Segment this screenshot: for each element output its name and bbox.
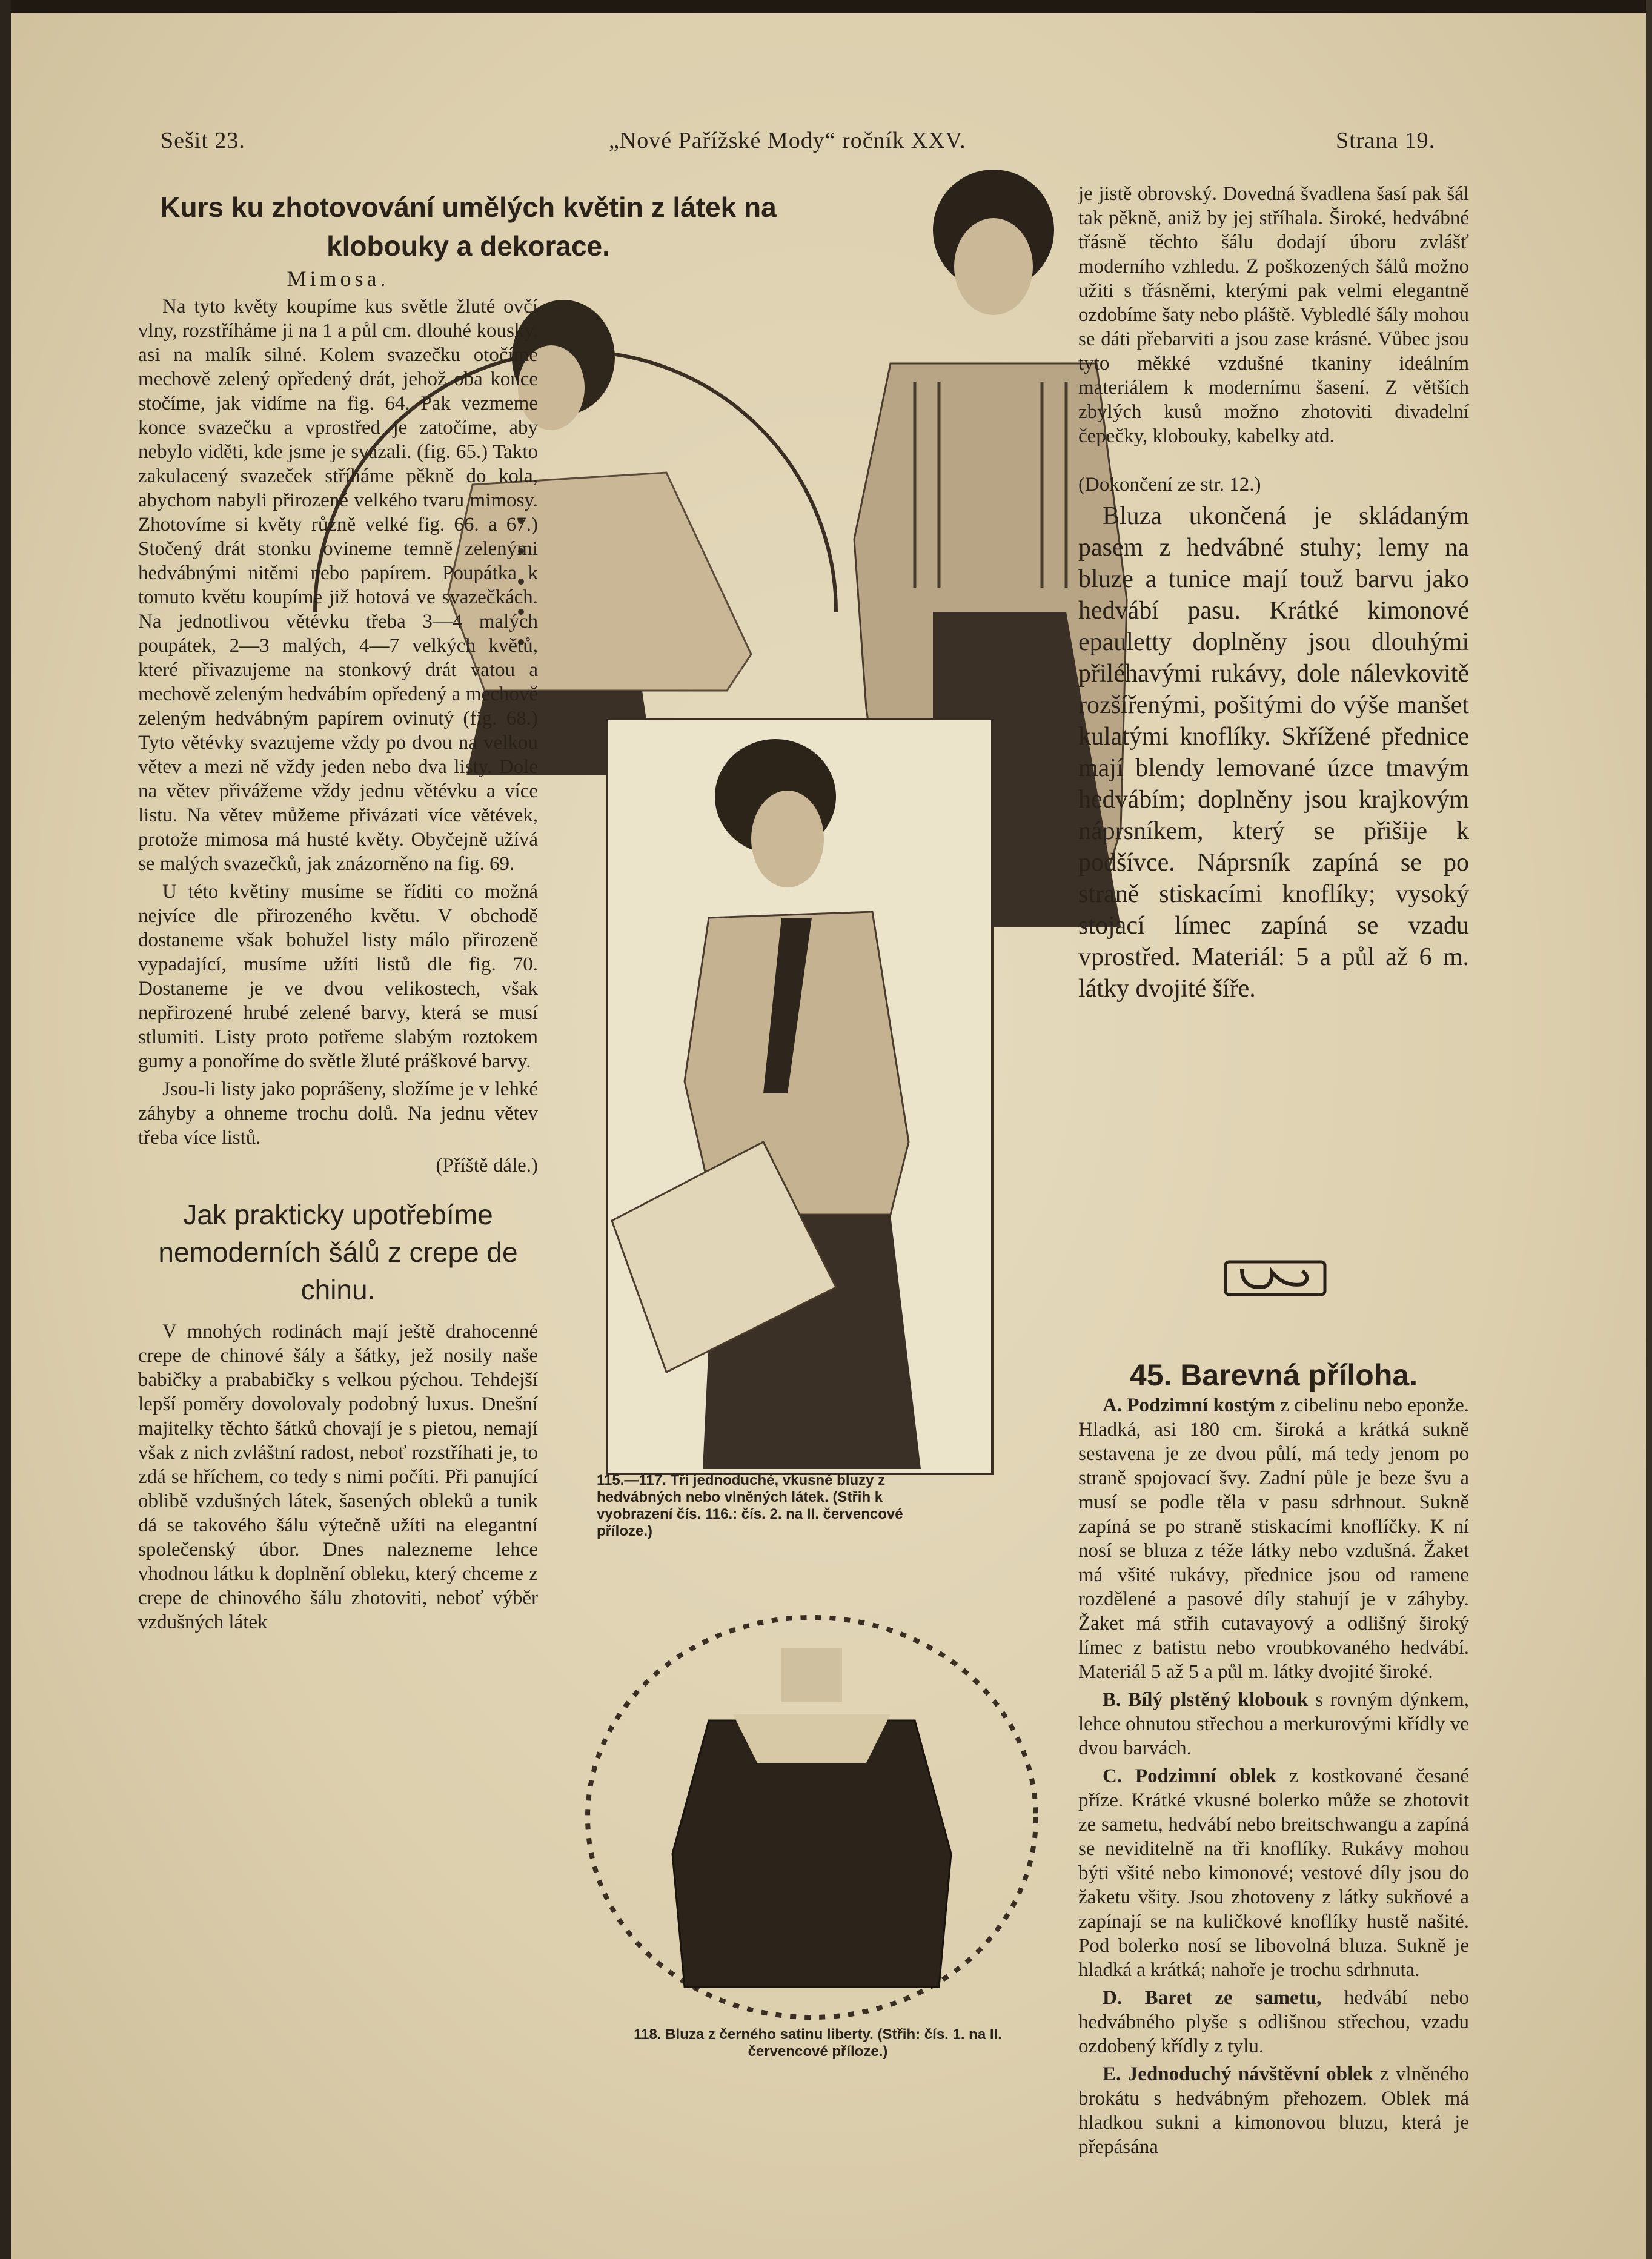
right-column-top <box>1078 182 1469 1008</box>
item-label: D. Baret ze sametu, <box>1103 1987 1322 2009</box>
item-label: C. Podzimní oblek <box>1103 1765 1276 1787</box>
ornament-icon <box>1224 1260 1327 1296</box>
item-text: z cibelinu nebo eponže. Hladká, asi 180 cm. široká a krátká sukně sestavena je ze dvou půlí, má tedy jenom po straně spojovací švy. Zadní půle je beze švu a musí se podle těla v pasu sdrhnout. Sukně zapíná se po straně stiskacími knoflíčky. K ní nosí se bluza z téže látky nebo vzdušná. Žaket má všité rukávy, přednice jsou od ramene rozdělené a pasové díly stahují je v záhyby. Žaket má střih cutavayový a odlišný široký límec z batistu nebo vroubkovaného hedvábí. Materiál 5 až 5 a půl m. látky dvojité široké. <box>1078 1395 1470 1683</box>
supplement-item-a <box>1078 1393 1469 1684</box>
supplement-item-e <box>1078 2062 1469 2159</box>
left-column <box>138 267 538 1638</box>
scan-border-left <box>0 0 11 2259</box>
supplement-item-d <box>1078 1986 1469 2058</box>
supplement-section <box>1078 1351 1469 2163</box>
article2-paragraph: V mnohých rodinách mají ještě drahocenné crepe de chinové šály a šátky, jež nosily naše babičky a prababičky s velkou pýchou. Tehdejší lepší poměry dovolovaly podobný luxus. Dnešní majitelky těchto šátků chovají je s pietou, nemají však z nich zvláštní radost, neboť rozstříhati je, to zdá se hříchem, co tedy s nimi počíti. Při panující oblibě vzdušných látek, šasených obleků a tunik dá se takového šálu výtečně užíti na elegantní společenský úbor. Dnes nalezneme lehce vhodnou látku k doplnění obleku, který chceme z crepe de chinového šálu zhotoviti, neboť výběr vzdušných látek <box>138 1321 538 1633</box>
item-text: z kostkované česané příze. Krátké vkusné bolerko může se zhotovit ze sametu, hedvábí nebo breitschwangu a zapíná se neviditelně na tři knoflíky. Rukávy mohou býti všité nebo kimonové; vestové díly jsou do žaketu všity. Jsou zhotoveny z látky sukňové a zapínají se na kuličkové knoflíky hustě našité. Pod bolerko nosí se libovolná bluza. Sukně je hladká a krátká; nahoře je trochu sdrhnuta. <box>1078 1765 1469 1981</box>
header-page-number: Strana 19. <box>1336 128 1436 153</box>
article1-title: Kurs ku zhotovování umělých květin z látek na klobouky a dekorace. <box>160 191 777 262</box>
item-text: s rovným dýnkem, lehce ohnutou střechou a merkurovými křídly ve dvou barvách. <box>1078 1689 1469 1759</box>
header-journal: „Nové Pařížské Mody“ ročník XXV. <box>609 128 966 153</box>
article2-title: Jak prakticky upotřebíme nemoderních šálů z crepe de chinu. <box>158 1199 518 1305</box>
continuation-note: (Dokončení ze str. 12.) <box>1078 474 1261 496</box>
item-label: A. Podzimní kostým <box>1103 1395 1276 1416</box>
article2-continuation: je jistě obrovský. Dovedná švadlena šasí pak šál tak pěkně, aniž by jej stříhala. Široké, hedvábné třásně těchto šálu dodají úboru zvlášť moderního vzhledu. Z poškozených šálů možno užiti s třásněmi, kterými pak velmi elegantně ozdobíme šaty nebo pláště. Vybledlé šály mohou se dáti přebarviti a jsou zase krásné. Vůbec jsou tyto měkké vzdušné tkaniny ideálním materiálem k modernímu šasení. Z větších zbylých kusů možno zhotoviti divadelní čepečky, klobouky, kabelky atd. <box>1078 183 1469 447</box>
supplement-item-b <box>1078 1688 1469 1760</box>
supplement-title: 45. Barevná příloha. <box>1129 1358 1418 1392</box>
fig-117-illustration <box>606 718 994 1475</box>
article1-paragraph: Jsou-li listy jako poprášeny, složíme je v lehké záhyby a ohneme trochu dolů. Na jednu větev třeba více listů. <box>138 1078 538 1149</box>
item-text: hedvábí nebo hedvábného plyše s odlišnou střechou, vzadu ozdobený křídly z tylu. <box>1078 1987 1469 2057</box>
scan-border-top <box>0 0 1652 13</box>
fig-118-illustration <box>582 1611 1042 2023</box>
caption-fig-115-117: 115.—117. Tři jednoduché, vkusné bluzy z hedvábných nebo vlněných látek. (Střih k vyobrazení čís. 116.: čís. 2. na II. červencové příloze.) <box>597 1472 903 1539</box>
item-label: B. Bílý plstěný klobouk <box>1103 1689 1309 1711</box>
article1-paragraph: Na tyto květy koupíme kus světle žluté ovčí vlny, rozstříháme ji na 1 a půl cm. dlouhé kousky, asi na malík silné. Kolem svazečku otočíme mechově zelený opředený drát, jehož oba konce stočíme, jak vidíme na fig. 64. Pak vezmeme konce svazečku a vprostřed je zatočíme, aby nebylo viděti, kde jsme je svázali. (fig. 65.) Takto zakulacený svazeček stříháme pěkně do kola, abychom nabyli přirozeně velkého tvaru mimosy. Zhotovíme si květy různě velké fig. 66. a 67.) Stočený drát stonku ovineme temně zelenými hedvábnými nitěmi nebo papírem. Poupátka k tomuto květu koupíme již hotová ve svazečkách. Na jednotlivou větévku třeba 3—4 malých poupátek, 2—3 malých, 4—7 velkých květů, které přivazujeme na stonkový drát vatou a mechově zeleným hedvábím opředený a mechově zeleným hedvábným papírem ovinutý (fig. 68.) Tyto větévky svazujeme vždy po dvou na velkou větev a mezi ně vždy jeden nebo dva listy. Dole na větev přivážeme vždy jednu větévku a více listu. Na větev můžeme přivázati více větévek, protože mimosa má husté květy. Obyčejně užívá se malých svazečků, jak znázorněno na fig. 69. <box>138 296 538 875</box>
article1-subhead: Mimosa. <box>287 267 390 291</box>
supplement-item-c <box>1078 1764 1469 1982</box>
item-label: E. Jednoduchý návštěvní oblek <box>1103 2063 1373 2085</box>
scan-border-right <box>1646 0 1652 2259</box>
caption-fig-118: 118. Bluza z černého satinu liberty. (Střih: čís. 1. na II. červencové příloze.) <box>634 2026 1002 2060</box>
header-issue: Sešit 23. <box>161 128 245 153</box>
article1-paragraph: U této květiny musíme se říditi co možná nejvíce dle přirozeného květu. V obchodě dostaneme však bohužel listy málo přirozeně vypadající, musíme užíti listů dle fig. 70. Dostaneme je ve dvou velikostech, však nepřirozené hrubé zelené barvy, která se musí stlumiti. Listy proto potřeme slabým roztokem gumy a ponoříme do světle žluté práškové barvy. <box>138 881 538 1072</box>
article1-signoff: (Příště dále.) <box>436 1155 538 1176</box>
continuation-text: Bluza ukončená je skládaným pasem z hedvábné stuhy; lemy na bluze a tunice mají touž barvu jako hedvábí pasu. Krátké kimonové epauletty doplněny jsou dlouhými přiléhavými rukávy, dole nálevkovitě rozšířenými, pošitými do výše manšet kulatými knoflíky. Skřížené přednice mají blendy lemované úzce tmavým hedvábím; doplněny jsou krajkovým náprsníkem, který se přišije k podšívce. Náprsník zapíná se po straně stiskacími knoflíky; vysoký stojací límec zapíná se vzadu vprostřed. Materiál: 5 a půl až 6 m. látky dvojité šíře. <box>1078 502 1469 1003</box>
item-text: z vlněného brokátu s hedvábným přehozem. Oblek má hladkou sukni a kimonovou bluzu, která je přepásána <box>1078 2063 1470 2158</box>
